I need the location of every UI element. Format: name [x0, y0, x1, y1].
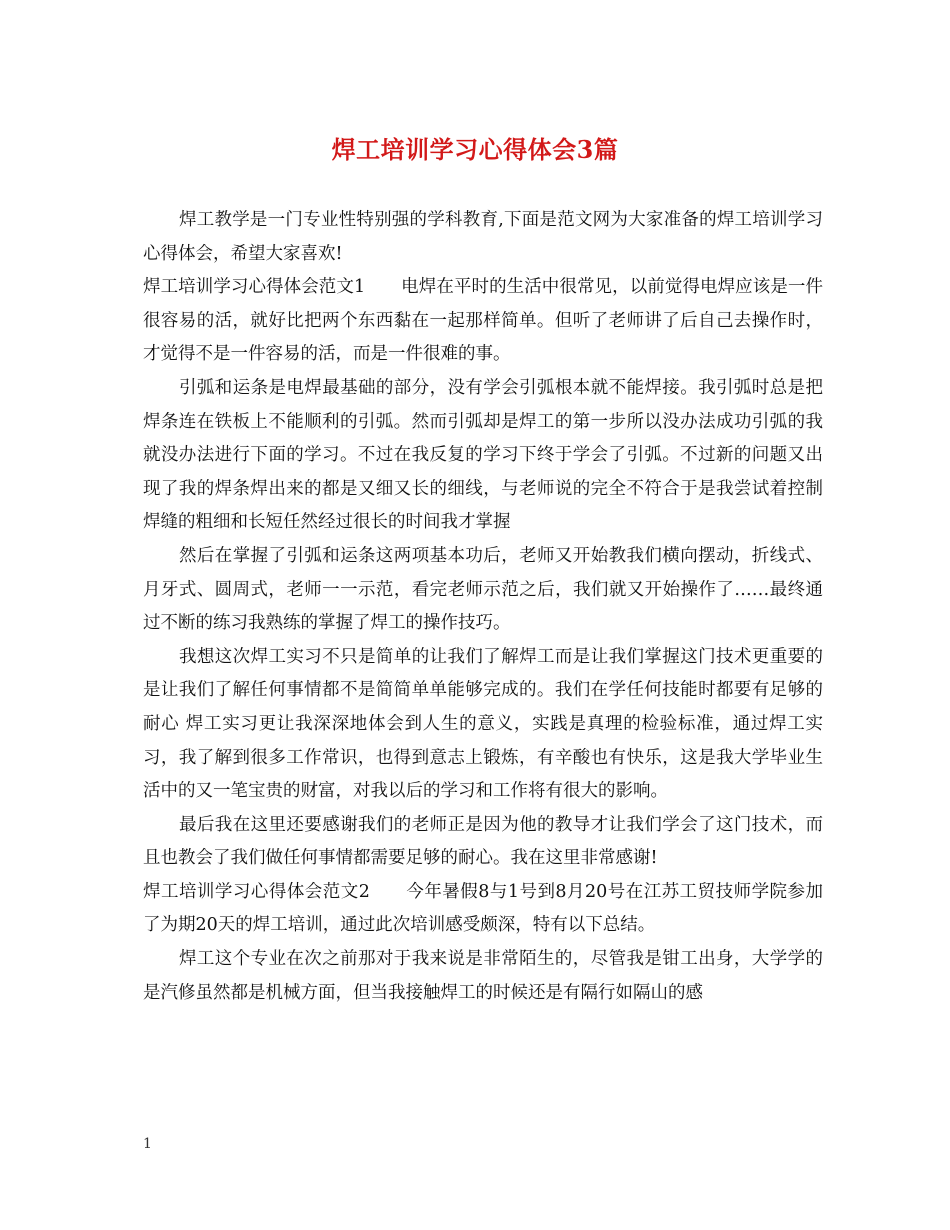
- document-title: 焊工培训学习心得体会3篇: [331, 135, 619, 164]
- paragraph-intro: 焊工教学是一门专业性特别强的学科教育,下面是范文网为大家准备的焊工培训学习心得体会，希望大家喜欢!: [143, 210, 823, 264]
- sample-heading-1: 焊工培训学习心得体会范文1: [143, 277, 366, 298]
- paragraph-background: 焊工这个专业在次之前那对于我来说是非常陌生的，尽管我是钳工出身，大学学的是汽修虽然都是机械方面，但当我接触焊工的时候还是有隔行如隔山的感: [143, 949, 823, 1003]
- page-number: 1: [143, 1136, 152, 1152]
- paragraph-text: 今年暑假8与1号到8月20号在江苏工贸技师学院参加了为期20天的焊工培训，通过此次培训感受颇深，特有以下总结。: [143, 881, 824, 936]
- sample-heading-2: 焊工培训学习心得体会范文2: [143, 881, 370, 902]
- paragraph-thanks: 最后我在这里还要感谢我们的老师正是因为他的教导才让我们学会了这门技术，而且也教会了我们做任何事情都需要足够的耐心。我在这里非常感谢!: [143, 814, 823, 869]
- paragraph-sample-2: [143, 876, 823, 943]
- paragraph-text: 电焊在平时的生活中很常见，以前觉得电焊应该是一件很容易的活，就好比把两个东西黏在一起那样简单。但听了老师讲了后自己去操作时，才觉得不是一件容易的活，而是一件很难的事。: [143, 277, 823, 365]
- paragraph-sample-1: [143, 271, 823, 372]
- paragraph-swing-technique: 然后在掌握了引弧和运条这两项基本功后，老师又开始教我们横向摆动，折线式、月牙式、圆周式，老师一一示范，看完老师示范之后，我们就又开始操作了……最终通过不断的练习我熟练的掌握了焊工的操作技巧。: [143, 545, 823, 634]
- paragraph-reflection: 我想这次焊工实习不只是简单的让我们了解焊工而是让我们掌握这门技术更重要的是让我们了解任何事情都不是简简单单能够完成的。我们在学任何技能时都要有足够的耐心 焊工实习更让我深深地体会到人生的意义，实践是真理的检验标准，通过焊工实习，我了解到很多工作常识，也得到意志上锻炼，有辛酸也有快乐，这是我大学毕业生活中的又一笔宝贵的财富，对我以后的学习和工作将有很大的影响。: [143, 646, 823, 802]
- paragraph-arc-strike: 引弧和运条是电焊最基础的部分，没有学会引弧根本就不能焊接。我引弧时总是把焊条连在铁板上不能顺利的引弧。然而引弧却是焊工的第一步所以没办法成功引弧的我就没办法进行下面的学习。不过在我反复的学习下终于学会了引弧。不过新的问题又出现了我的焊条焊出来的都是又细又长的细线，与老师说的完全不符合于是我尝试着控制焊缝的粗细和长短任然经过很长的时间我才掌握: [143, 377, 823, 533]
- document-body: [143, 204, 823, 1010]
